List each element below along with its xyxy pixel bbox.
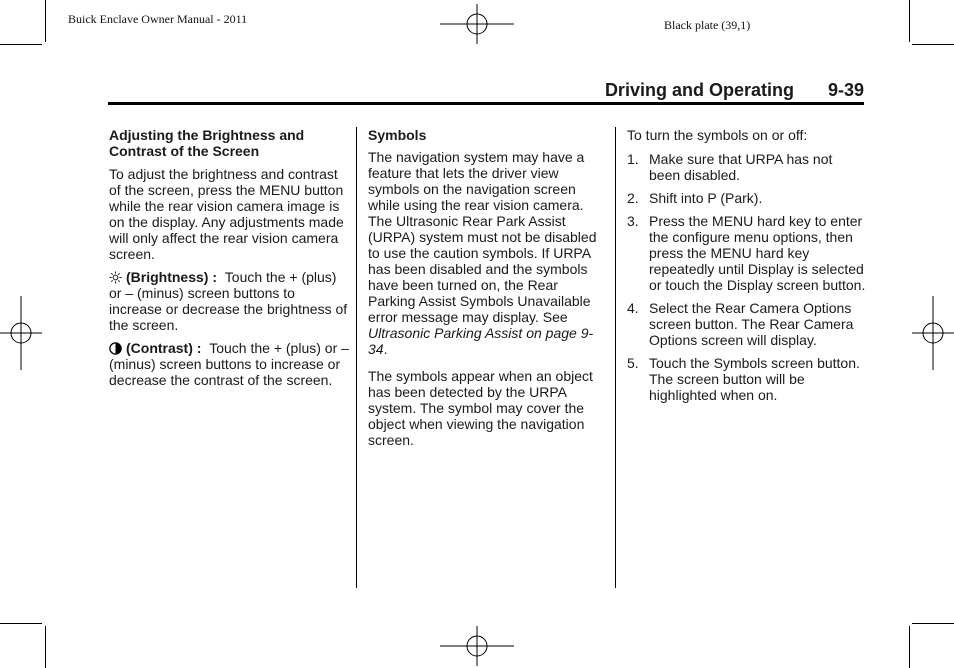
step-text: Shift into P (Park). [649, 190, 763, 206]
list-item [627, 213, 867, 293]
step-number: 5. [627, 355, 639, 371]
column-divider-1 [356, 127, 357, 588]
registration-mark-left [0, 296, 42, 370]
column-1 [109, 127, 349, 395]
print-header-left: Buick Enclave Owner Manual - 2011 [68, 12, 248, 26]
step-number: 2. [627, 190, 639, 206]
col2-p1-end: . [383, 341, 388, 357]
crop-mark-tr-v [909, 0, 910, 42]
section-header [108, 80, 864, 105]
contrast-text: Touch the + (plus) or – (minus) screen buttons to increase or decrease the contrast of the screen. [109, 340, 349, 388]
step-text: Make sure that URPA has not been disabled. [649, 151, 833, 183]
crop-mark-tl-h [0, 44, 42, 45]
brightness-label: (Brightness) : [126, 269, 217, 285]
list-item [627, 355, 867, 403]
section-title-text: Driving and Operating [604, 80, 794, 100]
print-header-right: Black plate (39,1) [664, 18, 751, 32]
step-text: Select the Rear Camera Options screen button. The Rear Camera Options screen will display. [649, 300, 854, 348]
registration-mark-top [440, 4, 514, 44]
column-2 [368, 127, 606, 455]
col3-intro: To turn the symbols on or off: [627, 127, 808, 143]
page-number: 9-39 [827, 80, 864, 100]
col1-heading: Adjusting the Brightness and Contrast of the Screen [109, 127, 305, 159]
section-title [605, 80, 864, 101]
step-number: 4. [627, 300, 639, 316]
contrast-label: (Contrast) : [126, 340, 202, 356]
step-number: 1. [627, 151, 639, 167]
brightness-paragraph [109, 269, 349, 333]
step-text: Touch the Symbols screen button. The screen button will be highlighted when on. [649, 355, 860, 403]
contrast-paragraph [109, 340, 349, 388]
cross-reference-link[interactable]: Ultrasonic Parking Assist on page 9-34 [368, 325, 594, 357]
step-text: Press the MENU hard key to enter the configure menu options, then press the MENU hard key repeatedly until Display is selected or touch the Display screen button. [649, 213, 866, 293]
crop-mark-tr-h [912, 44, 954, 45]
list-item [627, 151, 867, 183]
sun-icon [109, 271, 122, 284]
registration-mark-right [912, 296, 954, 370]
col2-heading: Symbols [368, 127, 427, 143]
contrast-icon [109, 342, 122, 355]
column-3 [627, 127, 867, 410]
crop-mark-bl-h [0, 623, 42, 624]
list-item [627, 190, 867, 206]
col2-p1-text: The navigation system may have a feature that lets the driver view symbols on the navigation screen while using the rear vision camera. The Ultrasonic Rear Park Assist (URPA) system must not be disabled to use the caution symbols. If URPA has been disabled and the symbols have been turned on, the Rear Parking Assist Symbols Unavailable error message may display. See [368, 149, 597, 325]
column-divider-2 [615, 127, 616, 588]
crop-mark-br-v [909, 626, 910, 668]
col2-paragraph-2: The symbols appear when an object has been detected by the URPA system. The symbol may cover the object when viewing the navigation screen. [368, 368, 593, 448]
registration-mark-bottom [440, 626, 514, 666]
col2-paragraph-1 [368, 149, 606, 357]
steps-list [627, 151, 867, 403]
brightness-text: Touch the + (plus) or – (minus) screen buttons to increase or decrease the brightness of the screen. [109, 269, 348, 333]
col1-intro: To adjust the brightness and contrast of the screen, press the MENU button while the rear vision camera image is on the display. Any adjustments made will only affect the rear vision camera screen. [109, 166, 344, 262]
crop-mark-br-h [912, 623, 954, 624]
step-number: 3. [627, 213, 639, 229]
list-item [627, 300, 867, 348]
crop-mark-tl-v [45, 0, 46, 42]
crop-mark-bl-v [45, 626, 46, 668]
